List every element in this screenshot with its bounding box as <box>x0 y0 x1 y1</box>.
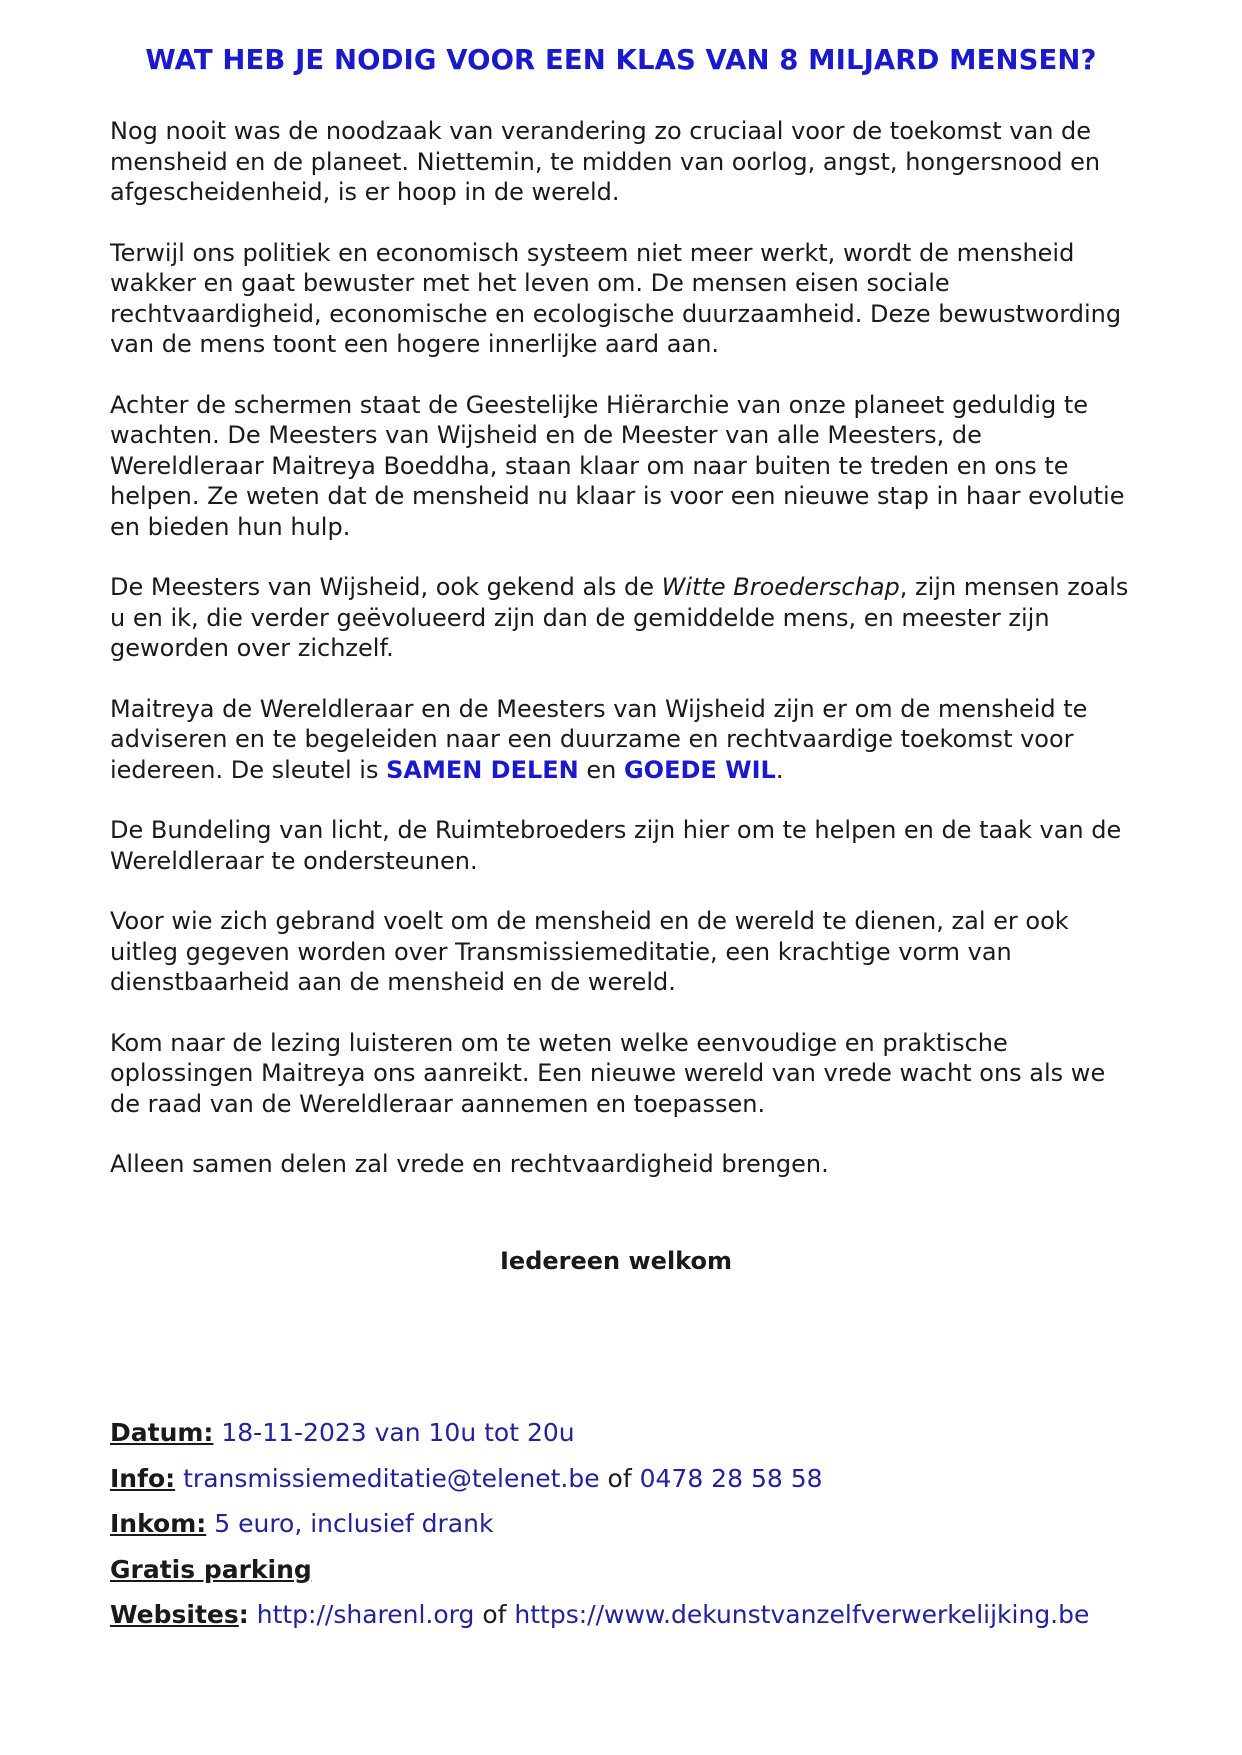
samen-delen-highlight: SAMEN DELEN <box>386 755 579 784</box>
paragraph-9: Alleen samen delen zal vrede en rechtvaardigheid brengen. <box>110 1150 829 1178</box>
entry-value: 5 euro, inclusief drank <box>214 1509 494 1538</box>
paragraph-5-end: . <box>775 755 784 784</box>
parking-row <box>110 1555 1210 1601</box>
date-label: Datum: <box>110 1418 214 1447</box>
websites-row <box>110 1600 1210 1646</box>
entry-row <box>110 1509 1210 1555</box>
date-value: 18-11-2023 van 10u tot 20u <box>221 1418 575 1447</box>
witte-broederschap-italic: Witte Broederschap <box>661 573 900 601</box>
websites-label: Websites <box>110 1600 239 1629</box>
paragraph-5-start: Maitreya de Wereldleraar en de Meesters van Wijsheid zijn er om de mensheid te adviseren en te begeleiden naar een duurzame en rechtvaardige toekomst voor iedereen. De sleutel is <box>110 694 1088 784</box>
paragraph-4-start: De Meesters van Wijsheid, ook gekend als de <box>110 573 662 601</box>
info-row <box>110 1464 1210 1510</box>
paragraph-4-end: , zijn mensen zoals u en ik, die verder geëvolueerd zijn dan de gemiddelde mens, en meester zijn geworden over zichzelf. <box>110 573 1129 662</box>
goede-wil-highlight: GOEDE WIL <box>623 755 776 784</box>
paragraph-5-mid: en <box>578 755 624 784</box>
info-separator: of <box>607 1463 632 1493</box>
paragraph-8: Kom naar de lezing luisteren om te weten welke eenvoudige en praktische oplossingen Maitreya ons aanreikt. Een nieuwe wereld van vrede wacht ons als we de raad van de Wereldleraar aannemen en toepassen. <box>110 1028 1106 1118</box>
event-info <box>110 1418 1210 1646</box>
entry-label: Inkom: <box>110 1509 207 1538</box>
paragraph-3: Achter de schermen staat de Geestelijke Hiërarchie van onze planeet geduldig te wachten. De Meesters van Wijsheid en de Meester van alle Meesters, de Wereldleraar Maitreya Boeddha, staan klaar om naar buiten te treden en ons te helpen. Ze weten dat de mensheid nu klaar is voor een nieuwe stap in haar evolutie en bieden hun hulp. <box>110 390 1125 541</box>
paragraph-4 <box>110 572 1140 664</box>
info-phone: 0478 28 58 58 <box>639 1463 823 1493</box>
paragraph-7: Voor wie zich gebrand voelt om de mensheid en de wereld te dienen, zal er ook uitleg gegeven worden over Transmissiemeditatie, een krachtige vorm van dienstbaarheid aan de mensheid en de wereld. <box>110 907 1069 996</box>
websites-separator: of <box>482 1600 507 1629</box>
body-text <box>110 116 1140 1210</box>
paragraph-1: Nog nooit was de noodzaak van verandering zo cruciaal voor de toekomst van de mensheid en de planeet. Niettemin, te midden van oorlog, angst, hongersnood en afgescheidenheid, is er hoop in de wereld. <box>110 117 1101 206</box>
date-row <box>110 1418 1210 1464</box>
welcome-heading: Iedereen welkom <box>500 1247 732 1275</box>
website-dekunst-link[interactable]: https://www.dekunstvanzelfverwerkelijking.be <box>514 1600 1090 1629</box>
parking-label: Gratis parking <box>110 1554 312 1584</box>
paragraph-5 <box>110 694 1140 786</box>
page-title: WAT HEB JE NODIG VOOR EEN KLAS VAN 8 MILJARD MENSEN? <box>145 44 1097 76</box>
paragraph-6: De Bundeling van licht, de Ruimtebroeders zijn hier om te helpen en de taak van de Wereldleraar te ondersteunen. <box>110 816 1122 875</box>
website-sharenl-link[interactable]: http://sharenl.org <box>256 1600 475 1629</box>
websites-colon: : <box>238 1600 249 1629</box>
info-email-link[interactable]: transmissiemeditatie@telenet.be <box>183 1463 600 1493</box>
info-label: Info: <box>110 1463 176 1493</box>
paragraph-2: Terwijl ons politiek en economisch systeem niet meer werkt, wordt de mensheid wakker en gaat bewuster met het leven om. De mensen eisen sociale rechtvaardigheid, economische en ecologische duurzaamheid. Deze bewustwording van de mens toont een hogere innerlijke aard aan. <box>110 238 1122 358</box>
